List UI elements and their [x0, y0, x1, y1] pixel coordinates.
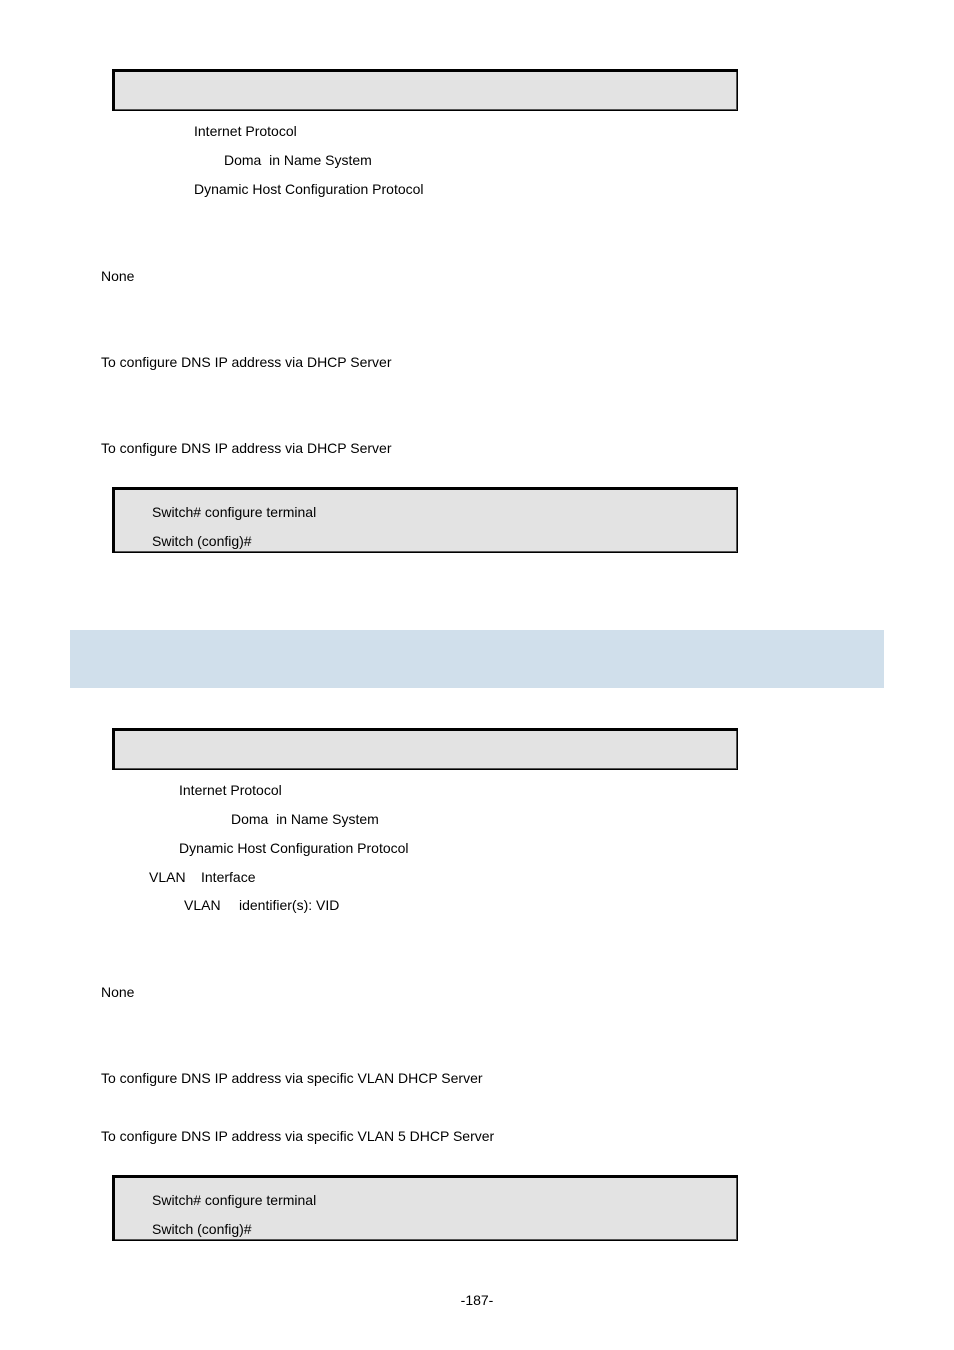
param-ip-2: Internet Protocol [179, 782, 282, 798]
param-dns-1: Doma in Name System [224, 152, 372, 168]
code-box-1 [112, 487, 738, 553]
example-1: To configure DNS IP address via DHCP Server [101, 440, 392, 456]
param-vlan-id-desc: identifier(s): VID [239, 897, 340, 913]
param-dhcp-1: Dynamic Host Configuration Protocol [194, 181, 424, 197]
default-2: None [101, 984, 135, 1000]
section-heading-band [70, 630, 884, 688]
code-line-2a: Switch# configure terminal [152, 1192, 317, 1208]
syntax-box-2 [112, 728, 738, 770]
param-vlan-label: VLAN [149, 869, 186, 885]
code-line-1b: Switch (config)# [152, 533, 252, 549]
param-dns-2: Doma in Name System [231, 811, 379, 827]
page-number: -187- [460, 1292, 494, 1308]
param-vlan-id-label: VLAN [184, 897, 221, 913]
code-box-2 [112, 1175, 738, 1241]
example-2: To configure DNS IP address via specific VLAN 5 DHCP Server [101, 1128, 495, 1144]
default-1: None [101, 268, 135, 284]
syntax-box-1 [112, 69, 738, 111]
param-dhcp-2: Dynamic Host Configuration Protocol [179, 840, 409, 856]
param-ip-1: Internet Protocol [194, 123, 297, 139]
code-line-1a: Switch# configure terminal [152, 504, 317, 520]
usage-1: To configure DNS IP address via DHCP Server [101, 354, 392, 370]
param-vlan-interface: Interface [201, 869, 256, 885]
usage-2: To configure DNS IP address via specific VLAN DHCP Server [101, 1070, 483, 1086]
code-line-2b: Switch (config)# [152, 1221, 252, 1237]
